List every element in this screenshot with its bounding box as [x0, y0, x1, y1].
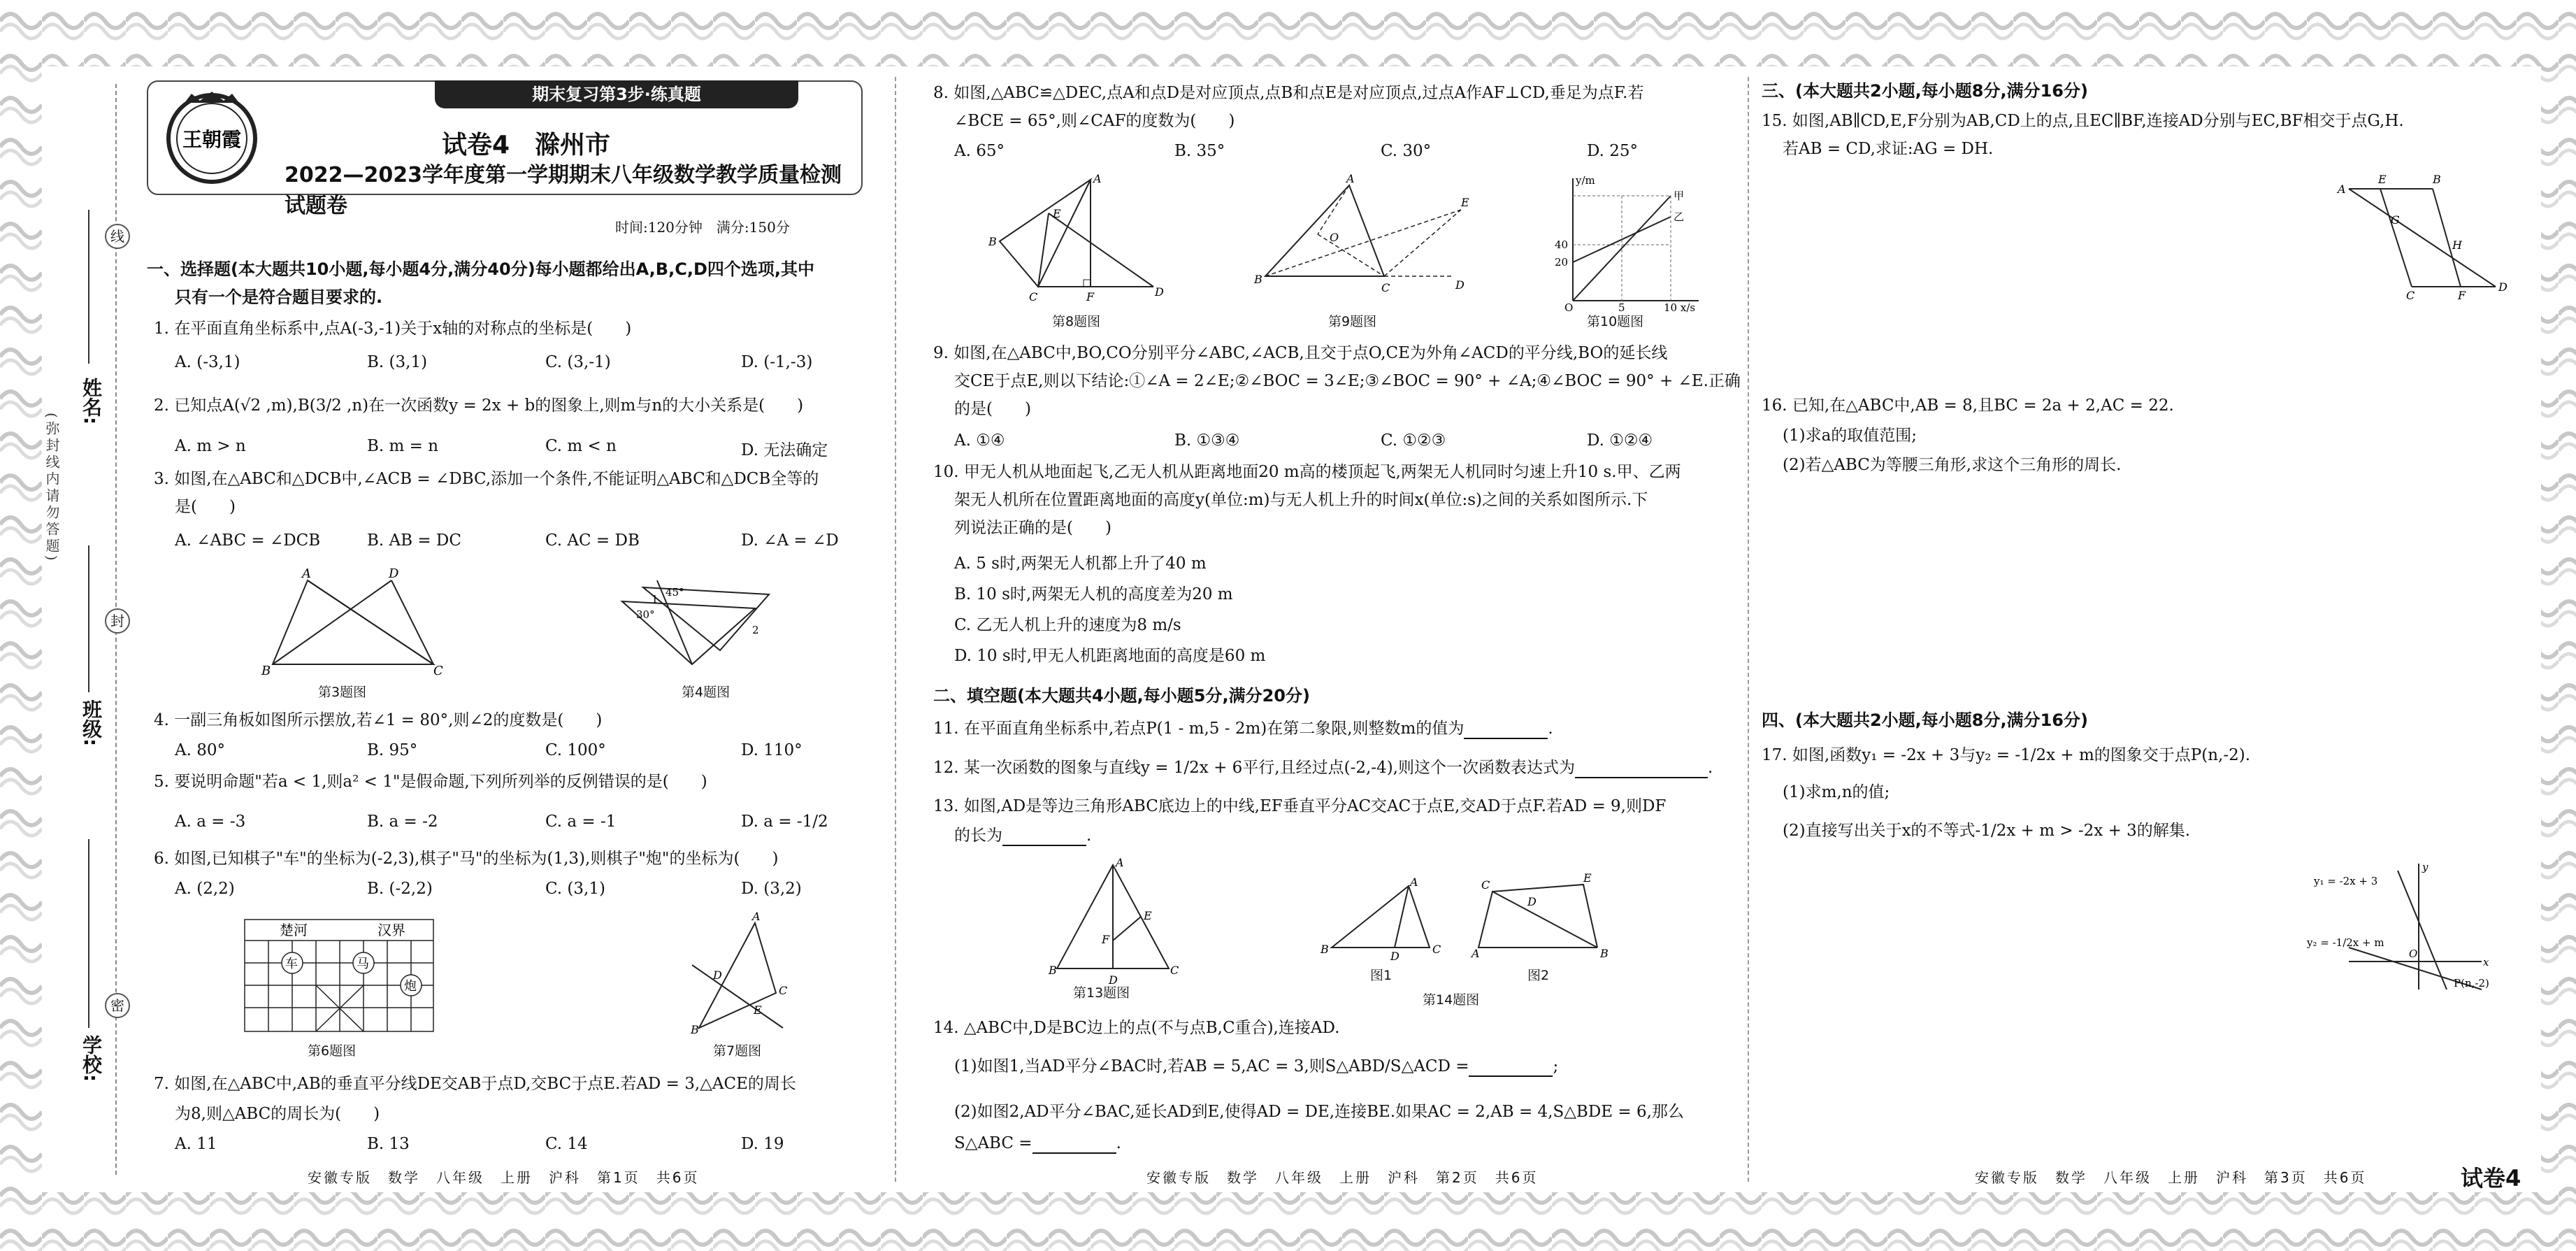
- svg-text:5: 5: [1618, 301, 1625, 314]
- q7-option-d[interactable]: D. 19: [741, 1135, 784, 1153]
- svg-text:30°: 30°: [636, 608, 655, 621]
- q3-option-c[interactable]: C. AC = DB: [545, 531, 640, 550]
- q10-stem-2: 架无人机所在位置距离地面的高度y(单位:m)与无人机上升的时间x(单位:s)之间的关系如图所示.下: [954, 491, 1648, 509]
- q10-option-c[interactable]: C. 乙无人机上升的速度为8 m/s: [954, 616, 1181, 634]
- svg-text:1: 1: [652, 593, 659, 606]
- svg-text:C: C: [1432, 943, 1441, 956]
- q8-option-d[interactable]: D. 25°: [1587, 142, 1639, 160]
- svg-text:E: E: [2378, 173, 2387, 186]
- q13-caption: 第13题图: [1073, 985, 1130, 1001]
- footer-page1: 安徽专版 数学 八年级 上册 沪科 第1页 共6页: [308, 1169, 700, 1186]
- q5-stem: 5. 要说明命题"若a < 1,则a² < 1"是假命题,下列所列举的反例错误的是( ): [154, 773, 707, 791]
- section2-title: 二、填空题(本大题共4小题,每小题5分,满分20分): [933, 686, 1310, 706]
- q7-caption: 第7题图: [713, 1043, 762, 1059]
- svg-text:C: C: [1170, 964, 1179, 977]
- paper-subtitle: 2022—2023学年度第一学期期末八年级数学教学质量检测试题卷: [285, 163, 842, 218]
- q14-caption: 第14题图: [1423, 992, 1480, 1008]
- section1-title-2: 只有一个是符合题目要求的.: [175, 287, 383, 307]
- svg-text:20: 20: [1555, 256, 1569, 269]
- q14-figure-2: [1472, 871, 1618, 968]
- q13-stem: 13. 如图,AD是等边三角形ABC底边上的中线,EF垂直平分AC交AC于点E,交AD于点F.若AD = 9,则DF: [933, 797, 1667, 815]
- svg-text:C: C: [1381, 281, 1390, 294]
- svg-text:y: y: [2422, 861, 2429, 873]
- svg-text:C: C: [1481, 878, 1490, 892]
- q10-stem-3: 列说法正确的是( ): [954, 519, 1111, 537]
- svg-text:A: A: [1472, 947, 1480, 960]
- svg-text:B: B: [1321, 943, 1329, 956]
- q6-stem: 6. 如图,已知棋子"车"的坐标为(-2,3),棋子"马"的坐标为(1,3),则棋子"炮"的坐标为( ): [154, 850, 779, 868]
- q6-river-left: 楚河: [280, 922, 308, 938]
- q14-part1-blank[interactable]: [1469, 1059, 1553, 1077]
- seal-tag-line: 线: [105, 224, 130, 249]
- q9-option-c[interactable]: C. ①②③: [1381, 431, 1446, 450]
- q4-caption: 第4题图: [682, 685, 731, 700]
- binding-margin: [43, 84, 133, 1175]
- brand-logo-icon: [164, 90, 260, 187]
- q10-option-d[interactable]: D. 10 s时,甲无人机距离地面的高度是60 m: [954, 647, 1266, 665]
- q11-stem: 11. 在平面直角坐标系中,若点P(1 - m,5 - 2m)在第二象限,则整数m的值为 .: [933, 720, 1553, 738]
- svg-text:D: D: [1455, 278, 1465, 292]
- q8-stem-2: ∠BCE = 65°,则∠CAF的度数为( ): [954, 112, 1235, 130]
- paper-tag: 试卷4: [2461, 1165, 2521, 1192]
- seal-tag-seal: 封: [105, 608, 130, 634]
- q5-option-d[interactable]: D. a = -1/2: [741, 813, 828, 831]
- q3-option-a[interactable]: A. ∠ABC = ∠DCB: [175, 531, 321, 550]
- svg-text:10 x/s: 10 x/s: [1664, 301, 1696, 314]
- svg-text:A: A: [1116, 856, 1124, 869]
- q7-stem-2: 为8,则△ABC的周长为( ): [175, 1105, 380, 1123]
- q10-option-b[interactable]: B. 10 s时,两架无人机的高度差为20 m: [954, 585, 1233, 603]
- q9-stem: 9. 如图,在△ABC中,BO,CO分别平分∠ABC,∠ACB,且交于点O,CE为外角∠ACD的平分线,BO的延长线: [933, 344, 1668, 362]
- svg-text:G: G: [2391, 213, 2400, 227]
- q16-part2: (2)若△ABC为等腰三角形,求这个三角形的周长.: [1783, 456, 2122, 474]
- q10-option-a[interactable]: A. 5 s时,两架无人机都上升了40 m: [954, 555, 1207, 573]
- svg-text:A: A: [752, 910, 761, 923]
- svg-text:D: D: [1109, 973, 1118, 987]
- q13-stem-2: 的长为 .: [954, 827, 1092, 845]
- svg-text:D: D: [1527, 895, 1537, 908]
- q10-caption: 第10题图: [1587, 314, 1644, 329]
- q14-stem: 14. △ABC中,D是BC边上的点(不与点B,C重合),连接AD.: [933, 1019, 1340, 1037]
- seal-tag-secret: 密: [105, 993, 130, 1018]
- svg-text:F: F: [1086, 290, 1095, 303]
- class-label: 班级:: [80, 699, 103, 747]
- q6-option-c[interactable]: C. (3,1): [545, 880, 605, 898]
- q7-stem: 7. 如图,在△ABC中,AB的垂直平分线DE交AB于点D,交BC于点E.若AD = 3,△ACE的周长: [154, 1075, 796, 1093]
- svg-text:B: B: [2433, 173, 2441, 186]
- svg-text:乙: 乙: [1674, 210, 1685, 223]
- q2-option-d[interactable]: D. 无法确定: [741, 441, 828, 459]
- q3-figure: [259, 566, 454, 678]
- header-ribbon: 期末复习第3步·练真题: [435, 80, 798, 108]
- q13-figure: [1049, 856, 1181, 987]
- footer-page2: 安徽专版 数学 八年级 上册 沪科 第2页 共6页: [1146, 1169, 1539, 1186]
- q8-stem: 8. 如图,△ABC≌△DEC,点A和点D是对应顶点,点B和点E是对应顶点,过点A作AF⊥CD,垂足为点F.若: [933, 84, 1644, 102]
- svg-text:O: O: [1564, 301, 1574, 314]
- q9-option-b[interactable]: B. ①③④: [1174, 431, 1240, 450]
- seal-note: (弥封线内请勿答题): [43, 413, 60, 564]
- paper-header: [147, 80, 863, 218]
- q14-fig1-caption: 图1: [1370, 968, 1393, 983]
- svg-text:B: B: [1600, 947, 1609, 960]
- svg-text:E: E: [1144, 909, 1152, 922]
- svg-text:C: C: [433, 664, 443, 678]
- q6-option-b[interactable]: B. (-2,2): [367, 880, 433, 898]
- q16-stem: 16. 已知,在△ABC中,AB = 8,且BC = 2a + 2,AC = 22.: [1762, 396, 2174, 415]
- q8-figure: [986, 171, 1174, 304]
- svg-text:x: x: [2483, 956, 2489, 968]
- q9-caption: 第9题图: [1328, 314, 1377, 329]
- q1-stem: 1. 在平面直角坐标系中,点A(-3,-1)关于x轴的对称点的坐标是( ): [154, 320, 632, 338]
- q2-option-a[interactable]: A. m > n: [175, 437, 246, 455]
- svg-text:B: B: [691, 1023, 699, 1036]
- q10-stem: 10. 甲无人机从地面起飞,乙无人机从距离地面20 m高的楼顶起飞,两架无人机同时匀速上升10 s.甲、乙两: [933, 463, 1681, 481]
- q17-line2-label: y₂ = -1/2x + m: [2307, 936, 2384, 949]
- svg-text:F: F: [2458, 289, 2466, 302]
- q6-option-d[interactable]: D. (3,2): [741, 880, 802, 898]
- q4-option-d[interactable]: D. 110°: [741, 741, 803, 759]
- q16-part1: (1)求a的取值范围;: [1783, 427, 1917, 445]
- svg-text:2: 2: [752, 624, 759, 636]
- q12-stem: 12. 某一次函数的图象与直线y = 1/2x + 6平行,且经过点(-2,-4),则这个一次函数表达式为 .: [933, 759, 1713, 777]
- svg-text:A: A: [1346, 172, 1355, 185]
- name-field[interactable]: [88, 210, 89, 364]
- q17-line1-label: y₁ = -2x + 3: [2314, 875, 2378, 887]
- q3-stem-2: 是( ): [175, 498, 236, 516]
- q1-option-b[interactable]: B. (3,1): [367, 353, 428, 371]
- svg-text:D: D: [389, 566, 399, 581]
- svg-text:40: 40: [1555, 238, 1569, 251]
- q17-graph-figure: [2307, 857, 2524, 996]
- svg-text:B: B: [261, 664, 271, 678]
- q4-figure: [615, 566, 783, 678]
- paper-title: 试卷4 滁州市: [442, 131, 611, 159]
- svg-text:E: E: [1053, 207, 1061, 220]
- q8-option-b[interactable]: B. 35°: [1174, 142, 1225, 160]
- svg-text:45°: 45°: [665, 586, 684, 599]
- svg-text:B: B: [988, 235, 997, 248]
- q4-option-c[interactable]: C. 100°: [545, 741, 606, 759]
- q11-answer-blank[interactable]: [1464, 721, 1548, 739]
- q14-part2-blank[interactable]: [1032, 1136, 1116, 1154]
- q13-answer-blank[interactable]: [1002, 828, 1086, 846]
- class-field[interactable]: [88, 545, 89, 692]
- q7-option-b[interactable]: B. 13: [367, 1135, 410, 1153]
- q2-option-c[interactable]: C. m < n: [545, 437, 617, 455]
- school-label: 学校:: [80, 1035, 103, 1082]
- svg-text:A: A: [1093, 172, 1102, 185]
- svg-text:B: B: [1254, 273, 1262, 286]
- q14-part2: (2)如图2,AD平分∠BAC,延长AD到E,使得AD = DE,连接BE.如果AC = 2,AB = 4,S△BDE = 6,那么: [954, 1103, 1684, 1121]
- q2-stem: 2. 已知点A(√2 ,m),B(3/2 ,n)在一次函数y = 2x + b的图象上,则m与n的大小关系是( ): [154, 396, 804, 415]
- svg-text:y/m: y/m: [1576, 174, 1595, 187]
- q7-option-c[interactable]: C. 14: [545, 1135, 588, 1153]
- q15-stem-2: 若AB = CD,求证:AG = DH.: [1783, 140, 1994, 158]
- q6-piece-ju: 车: [285, 957, 298, 971]
- q4-option-b[interactable]: B. 95°: [367, 741, 418, 759]
- q9-stem-3: 的是( ): [954, 400, 1031, 418]
- q8-option-a[interactable]: A. 65°: [954, 142, 1005, 160]
- svg-text:C: C: [2406, 289, 2415, 302]
- q7-figure: [671, 909, 811, 1035]
- q8-caption: 第8题图: [1052, 314, 1101, 329]
- footer-page3: 安徽专版 数学 八年级 上册 沪科 第3页 共6页: [1975, 1169, 2367, 1186]
- q3-caption: 第3题图: [318, 685, 367, 700]
- q1-option-a[interactable]: A. (-3,1): [175, 353, 240, 371]
- column-separator: [895, 77, 896, 1182]
- q9-option-a[interactable]: A. ①④: [954, 431, 1005, 450]
- q14-figure-1: [1318, 875, 1458, 963]
- q4-stem: 4. 一副三角板如图所示摆放,若∠1 = 80°,则∠2的度数是( ): [154, 711, 603, 729]
- q6-option-a[interactable]: A. (2,2): [175, 880, 235, 898]
- q6-river-right: 汉界: [377, 922, 405, 938]
- q3-option-b[interactable]: B. AB = DC: [367, 531, 461, 550]
- q3-stem: 3. 如图,在△ABC和△DCB中,∠ACB = ∠DBC,添加一个条件,不能证明△ABC和△DCB全等的: [154, 470, 819, 488]
- q6-caption: 第6题图: [308, 1043, 357, 1059]
- q5-option-c[interactable]: C. a = -1: [545, 813, 617, 831]
- q9-option-d[interactable]: D. ①②④: [1587, 431, 1653, 450]
- svg-text:O: O: [1330, 231, 1339, 244]
- q14-part2-b: S△ABC = .: [954, 1134, 1121, 1152]
- svg-text:H: H: [2452, 238, 2462, 252]
- svg-text:C: C: [1029, 290, 1038, 303]
- q17-part1: (1)求m,n的值;: [1783, 783, 1890, 801]
- q9-stem-2: 交CE于点E,则以下结论:①∠A = 2∠E;②∠BOC = 3∠E;③∠BOC = 90° + ∠A;④∠BOC = 90° + ∠E.正确: [954, 372, 1741, 390]
- svg-text:E: E: [1461, 196, 1469, 209]
- q4-option-a[interactable]: A. 80°: [175, 741, 225, 759]
- section3-title: 三、(本大题共2小题,每小题8分,满分16分): [1762, 81, 2088, 101]
- q2-option-b[interactable]: B. m = n: [367, 437, 439, 455]
- svg-text:D: D: [713, 968, 722, 982]
- q17-point-label: P(n,-2): [2454, 977, 2489, 989]
- q7-option-a[interactable]: A. 11: [175, 1135, 217, 1153]
- q3-option-d[interactable]: D. ∠A = ∠D: [741, 531, 839, 550]
- svg-text:F: F: [1102, 933, 1110, 946]
- svg-text:C: C: [779, 984, 788, 997]
- q6-piece-pao: 炮: [404, 979, 417, 994]
- svg-text:D: D: [2498, 280, 2507, 294]
- q15-stem: 15. 如图,AB∥CD,E,F分别为AB,CD上的点,且EC∥BF,连接AD分别与EC,BF相交于点G,H.: [1762, 112, 2404, 130]
- time-score: 时间:120分钟 满分:150分: [615, 219, 790, 236]
- q8-option-c[interactable]: C. 30°: [1381, 142, 1432, 160]
- q5-option-a[interactable]: A. a = -3: [175, 813, 246, 831]
- name-label: 姓名:: [80, 378, 103, 425]
- q17-stem: 17. 如图,函数y₁ = -2x + 3与y₂ = -1/2x + m的图象交于点P(n,-2).: [1762, 746, 2251, 764]
- q15-figure: [2328, 168, 2517, 301]
- svg-text:E: E: [1583, 871, 1592, 885]
- svg-text:王朝霞: 王朝霞: [182, 128, 242, 151]
- q6-chessboard-figure: [238, 913, 447, 1038]
- svg-text:A: A: [302, 566, 311, 581]
- q10-figure: [1552, 171, 1706, 314]
- section1-title: 一、选择题(本大题共10小题,每小题4分,满分40分)每小题都给出A,B,C,D四个选项,其中: [147, 259, 814, 279]
- svg-text:甲: 甲: [1674, 190, 1685, 202]
- q1-option-c[interactable]: C. (3,-1): [545, 353, 611, 371]
- svg-text:D: D: [1155, 285, 1164, 299]
- section4-title: 四、(本大题共2小题,每小题8分,满分16分): [1762, 710, 2088, 730]
- svg-text:E: E: [754, 1003, 762, 1017]
- q14-fig2-caption: 图2: [1527, 968, 1550, 983]
- svg-text:O: O: [2409, 948, 2418, 960]
- svg-text:B: B: [1049, 964, 1057, 977]
- q9-figure: [1251, 171, 1468, 297]
- q5-option-b[interactable]: B. a = -2: [367, 813, 438, 831]
- q1-option-d[interactable]: D. (-1,-3): [741, 353, 813, 371]
- q17-part2: (2)直接写出关于x的不等式-1/2x + m > -2x + 3的解集.: [1783, 822, 2191, 840]
- q14-part1: (1)如图1,当AD平分∠BAC时,若AB = 5,AC = 3,则S△ABD/S△ACD = ;: [954, 1057, 1559, 1075]
- column-separator: [1748, 77, 1749, 1182]
- svg-text:A: A: [1410, 875, 1418, 889]
- svg-text:D: D: [1390, 950, 1399, 963]
- q6-piece-ma: 马: [357, 957, 369, 971]
- svg-text:A: A: [2338, 183, 2346, 196]
- q12-answer-blank[interactable]: [1575, 760, 1708, 778]
- school-field[interactable]: [88, 839, 89, 1028]
